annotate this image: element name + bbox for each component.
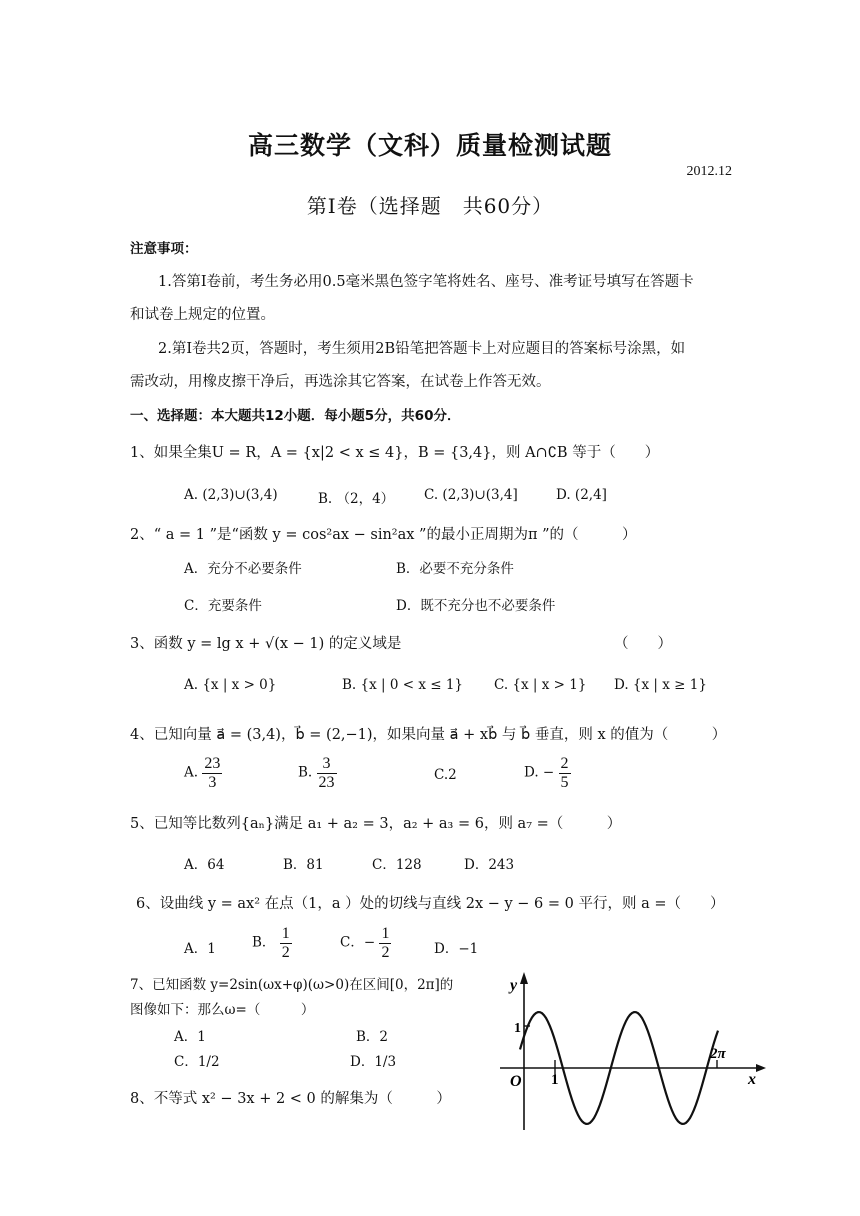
q1-option-a: A. (2,3)∪(3,4)	[184, 487, 278, 503]
notice-item1-line1: 1.答第Ⅰ卷前，考生务必用0.5毫米黑色签字笔将姓名、座号、准考证号填写在答题卡	[158, 274, 694, 290]
notice-heading: 注意事项：	[130, 241, 198, 257]
q4-option-b-fraction	[317, 755, 337, 791]
q6-c-denominator: 2	[381, 943, 390, 961]
q4-option-d	[524, 755, 571, 791]
q4-d-numerator: 2	[560, 755, 569, 772]
q7-option-a: A．1	[174, 1029, 206, 1045]
q7-line1: 7、已知函数 y=2sin(ωx+φ)(ω>0)在区间[0，2π]的	[130, 977, 454, 993]
q2-option-a: A．充分不必要条件	[184, 561, 302, 577]
q3-option-c: C. {x | x > 1}	[494, 677, 587, 693]
q6-c-numerator: 1	[381, 925, 390, 942]
q3-stem: 3、函数 y = lg x + √(x − 1) 的定义域是	[130, 636, 402, 652]
q1-option-c: C. (2,3)∪(3,4]	[424, 487, 518, 503]
q6-option-c	[340, 925, 391, 961]
notice-item1-line2: 和试卷上规定的位置。	[130, 307, 275, 323]
q4-d-denominator: 5	[560, 773, 569, 791]
notice-item2-line2: 需改动，用橡皮擦干净后，再选涂其它答案，在试卷上作答无效。	[130, 374, 551, 390]
q6-stem: 6、设曲线 y = ax² 在点（1，a ）处的切线与直线 2x − y − 6 = 0 平行，则 a =（ ）	[136, 896, 725, 912]
q6-option-c-fraction	[379, 925, 391, 961]
q4-b-denominator: 23	[318, 773, 335, 791]
y-axis-arrow	[520, 972, 528, 984]
q6-option-a: A．1	[184, 941, 216, 957]
q2-option-b: B．必要不充分条件	[396, 561, 514, 577]
q3-option-a: A. {x | x > 0}	[184, 677, 277, 693]
section-subtitle: 第Ⅰ卷（选择题 共60分）	[306, 194, 554, 218]
y-axis-label: y	[510, 977, 518, 994]
q6-option-b-label: B．	[252, 934, 276, 951]
q4-option-a-label: A.	[184, 764, 199, 781]
q4-a-numerator: 23	[204, 755, 221, 772]
q2-option-d: D．既不充分也不必要条件	[396, 598, 556, 614]
q4-option-a-fraction	[202, 755, 222, 791]
exam-date: 2012.12	[686, 164, 732, 179]
q7-option-d: D．1/3	[350, 1054, 397, 1070]
q4-option-c: C.2	[434, 767, 457, 783]
q4-a-denominator: 3	[208, 773, 217, 791]
q4-option-b-label: B.	[298, 764, 313, 781]
q6-b-numerator: 1	[281, 925, 290, 942]
q4-option-a	[184, 755, 222, 791]
q5-option-c: C．128	[372, 857, 422, 873]
q3-option-b: B. {x | 0 < x ≤ 1}	[342, 677, 464, 693]
q1-option-b: B. （2，4）	[318, 491, 395, 507]
origin-label: O	[510, 1073, 522, 1090]
section1-heading: 一、选择题：本大题共12小题．每小题5分，共60分．	[130, 408, 461, 424]
q4-option-d-fraction	[559, 755, 571, 791]
two-pi-label: 2π	[710, 1046, 726, 1062]
q2-option-c: C．充要条件	[184, 598, 262, 614]
q7-line2: 图像如下：那么ω=（ ）	[130, 1002, 315, 1018]
q4-b-numerator: 3	[317, 755, 337, 774]
q4-option-b	[298, 755, 337, 791]
q6-option-b	[252, 925, 292, 961]
q6-b-denominator: 2	[281, 943, 290, 961]
q7-option-c: C．1/2	[174, 1054, 220, 1070]
q5-stem: 5、已知等比数列{aₙ}满足 a₁ + a₂ = 3，a₂ + a₃ = 6，则 a₇ =（ ）	[130, 816, 622, 832]
q5-option-d: D．243	[464, 857, 515, 873]
q4-stem: 4、已知向量 a⃗ = (3,4)，b⃗ = (2,−1)，如果向量 a⃗ + xb⃗ 与 b⃗ 垂直，则 x 的值为（ ）	[130, 727, 727, 743]
q1-option-d: D. (2,4]	[556, 487, 607, 503]
x-axis-arrow	[756, 1064, 766, 1072]
q6-option-b-fraction	[280, 925, 292, 961]
q3-paren: （ ）	[614, 636, 672, 652]
y-tick-1-label: 1	[514, 1021, 521, 1036]
q8-stem: 8、不等式 x² − 3x + 2 < 0 的解集为（ ）	[130, 1091, 451, 1107]
q6-option-d: D．−1	[434, 941, 479, 957]
q7-option-b: B．2	[356, 1029, 389, 1045]
q7-sine-graph	[490, 960, 780, 1135]
q5-option-a: A．64	[184, 857, 225, 873]
q4-option-d-label: D. −	[524, 764, 555, 781]
x-tick-1-label: 1	[551, 1072, 559, 1088]
q6-option-c-label: C．−	[340, 934, 376, 951]
x-axis-label: x	[748, 1071, 756, 1088]
page-title: 高三数学（文科）质量检测试题	[247, 131, 612, 160]
q1-stem: 1、如果全集U = R，A = {x|2 < x ≤ 4}，B = {3,4}，则 A∩∁B 等于（ ）	[130, 445, 660, 461]
q2-stem: 2、“ a = 1 ”是“函数 y = cos²ax − sin²ax ”的最小正周期为π ”的（ ）	[130, 527, 637, 543]
q5-option-b: B．81	[283, 857, 324, 873]
q3-option-d: D. {x | x ≥ 1}	[614, 677, 707, 693]
notice-item2-line1: 2.第Ⅰ卷共2页，答题时，考生须用2B铅笔把答题卡上对应题目的答案标号涂黑，如	[158, 341, 686, 357]
